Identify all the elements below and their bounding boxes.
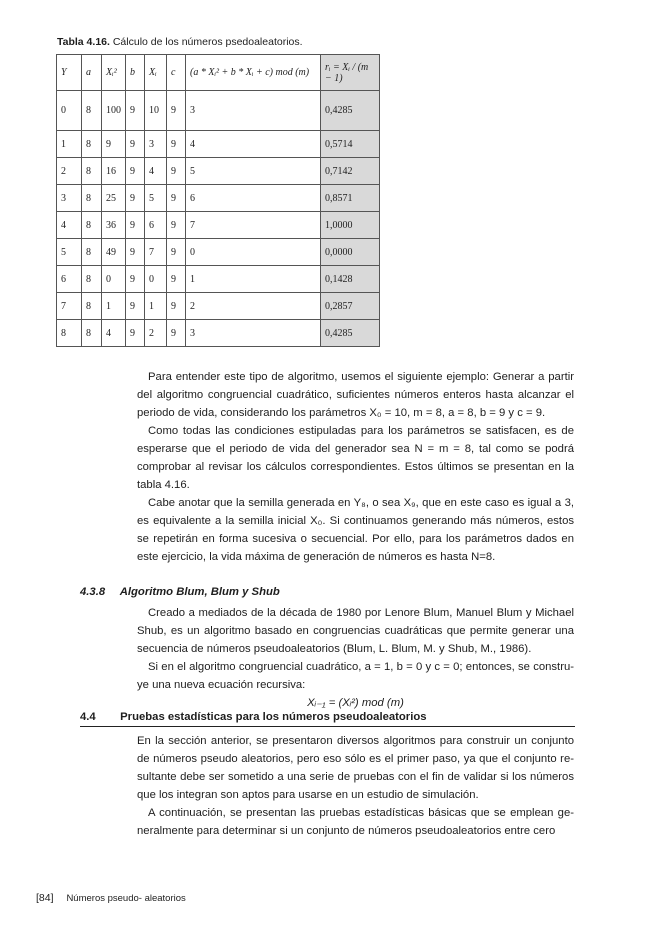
table-cell: 0,1428 [321,266,380,293]
table-cell: 9 [167,185,186,212]
table-cell: 6 [145,212,167,239]
section-divider [80,726,575,727]
table-cell: 9 [167,212,186,239]
table-cell: 9 [126,320,145,347]
paragraph: Si en el algoritmo congruencial cuadrático, a = 1, b = 0 y c = 0; entonces, se constru-ye una nueva ecuación recursiva: [137,661,574,691]
table-cell: 0 [102,266,126,293]
table-cell: 9 [167,293,186,320]
table-cell: 7 [57,293,82,320]
paragraph: Cabe anotar que la semilla generada en Y₈, o sea X₉, que en este caso es igual a 3, es equivalente a la semilla inicial X₀. Si continuamos generando más números, estos se repetirán en forma sucesiva o secuencial. Por ello, para los parámetros dados en este ejercicio, la vida máxima de generación de números es hasta N=8. [137,497,574,563]
table-cell: 8 [82,131,102,158]
table-cell: 0,7142 [321,158,380,185]
table-row [57,185,380,212]
table-cell: 0 [145,266,167,293]
table-cell: 8 [82,320,102,347]
table-cell: 1 [145,293,167,320]
table-cell: 9 [167,320,186,347]
calculation-table [56,54,380,347]
col-header-xi-squared: Xᵢ² [102,55,126,91]
table-cell: 9 [167,158,186,185]
table-row [57,212,380,239]
table-cell: 9 [126,239,145,266]
running-title: Números pseudo- aleatorios [66,893,186,904]
table-cell: 6 [57,266,82,293]
table-cell: 10 [145,91,167,131]
table-header-row [57,55,380,91]
paragraph: Para entender este tipo de algoritmo, usemos el siguiente ejemplo: Generar a partir del algoritmo congruencial cuadrático, suficientes números enteros hasta alcanzar el periodo de vida, considerando los parámetros X₀ = 10, m = 8, a = 8, b = 9 y c = 9. [137,371,574,419]
table-cell: 8 [82,212,102,239]
table-cell: 7 [145,239,167,266]
recursive-equation: Xᵢ₋₁ = (Xᵢ²) mod (m) [307,697,404,709]
col-header-c: c [167,55,186,91]
table-cell: 8 [82,266,102,293]
table-row [57,158,380,185]
table-cell: 1,0000 [321,212,380,239]
table-cell: 3 [145,131,167,158]
table-cell: 16 [102,158,126,185]
table-cell: 3 [57,185,82,212]
table-row [57,320,380,347]
col-header-formula: (a * Xᵢ² + b * Xᵢ + c) mod (m) [186,55,321,91]
table-cell: 7 [186,212,321,239]
col-header-a: a [82,55,102,91]
table-cell: 8 [82,293,102,320]
section-4-3-8-text [137,604,574,712]
table-cell: 4 [102,320,126,347]
table-cell: 0 [186,239,321,266]
paragraph: En la sección anterior, se presentaron diversos algoritmos para construir un conjunto de números pseudo aleatorios, pero eso sólo es el primer paso, ya que el conjunto re-sultante debe ser sometido a una serie de pruebas con el fin de validar si los números que los integran son aptos para usarse en un estudio de simulación. [137,735,574,801]
section-4-4-text [137,732,574,840]
table-cell: 4 [186,131,321,158]
table-cell: 0,4285 [321,320,380,347]
table-cell: 2 [145,320,167,347]
paragraph: Creado a mediados de la década de 1980 por Lenore Blum, Manuel Blum y Michael Shub, es un algoritmo basado en congruencias cuadráticas que permite generar una secuencia de números pseudoaleatorios (Blum, L. Blum, M. y Shub, M., 1986). [137,607,574,655]
paragraph: Como todas las condiciones estipuladas para los parámetros se satisfacen, es de esperarse que el periodo de vida del generador sea N = m = 8, tal como se podrá comprobar al revisar los cálculos correspondientes. Estos últimos se presentan en la tabla 4.16. [137,425,574,491]
table-cell: 9 [167,239,186,266]
table-caption-text: Cálculo de los números psedoaleatorios. [112,36,303,48]
table-cell: 4 [57,212,82,239]
table-cell: 1 [57,131,82,158]
table-cell: 8 [57,320,82,347]
table-cell: 8 [82,91,102,131]
table-row [57,293,380,320]
col-header-xi: Xᵢ [145,55,167,91]
table-cell: 9 [126,293,145,320]
table-cell: 6 [186,185,321,212]
col-header-ri: rᵢ = Xᵢ / (m − 1) [321,55,380,91]
paragraph: A continuación, se presentan las pruebas estadísticas básicas que se emplean ge-neralmente para determinar si un conjunto de números pseudoaleatorios entre cero [137,807,574,837]
col-header-y: Y [57,55,82,91]
table-row [57,91,380,131]
table-cell: 9 [126,91,145,131]
table-cell: 9 [167,266,186,293]
table-cell: 9 [126,131,145,158]
table-cell: 5 [145,185,167,212]
table-row [57,131,380,158]
table-cell: 3 [186,320,321,347]
table-cell: 9 [126,212,145,239]
table-cell: 0,4285 [321,91,380,131]
section-heading-4-4 [80,711,427,723]
table-cell: 8 [82,239,102,266]
table-cell: 0,2857 [321,293,380,320]
section-number: 4.3.8 [80,586,106,598]
col-header-b: b [126,55,145,91]
table-caption [57,36,303,48]
table-cell: 9 [126,185,145,212]
section-number: 4.4 [80,711,96,723]
table-cell: 9 [126,266,145,293]
table-cell: 9 [167,91,186,131]
table-cell: 9 [102,131,126,158]
table-cell: 36 [102,212,126,239]
table-cell: 49 [102,239,126,266]
table-cell: 4 [145,158,167,185]
table-cell: 0,5714 [321,131,380,158]
table-caption-label: Tabla 4.16. [57,36,110,48]
table-cell: 25 [102,185,126,212]
table-cell: 0,0000 [321,239,380,266]
intro-text [137,368,574,566]
table-cell: 8 [82,185,102,212]
table-cell: 100 [102,91,126,131]
section-heading-4-3-8 [80,586,280,598]
table-cell: 1 [186,266,321,293]
table-cell: 5 [57,239,82,266]
table-cell: 9 [126,158,145,185]
table-cell: 2 [57,158,82,185]
table-row [57,266,380,293]
section-title: Algoritmo Blum, Blum y Shub [119,586,280,598]
section-title: Pruebas estadísticas para los números pseudoaleatorios [120,711,427,723]
table-cell: 0 [57,91,82,131]
table-cell: 9 [167,131,186,158]
table-cell: 0,8571 [321,185,380,212]
page-footer [36,892,186,904]
table-cell: 2 [186,293,321,320]
table-cell: 3 [186,91,321,131]
page-number: [84] [36,892,54,904]
table-cell: 1 [102,293,126,320]
table-row [57,239,380,266]
table-cell: 5 [186,158,321,185]
table-cell: 8 [82,158,102,185]
